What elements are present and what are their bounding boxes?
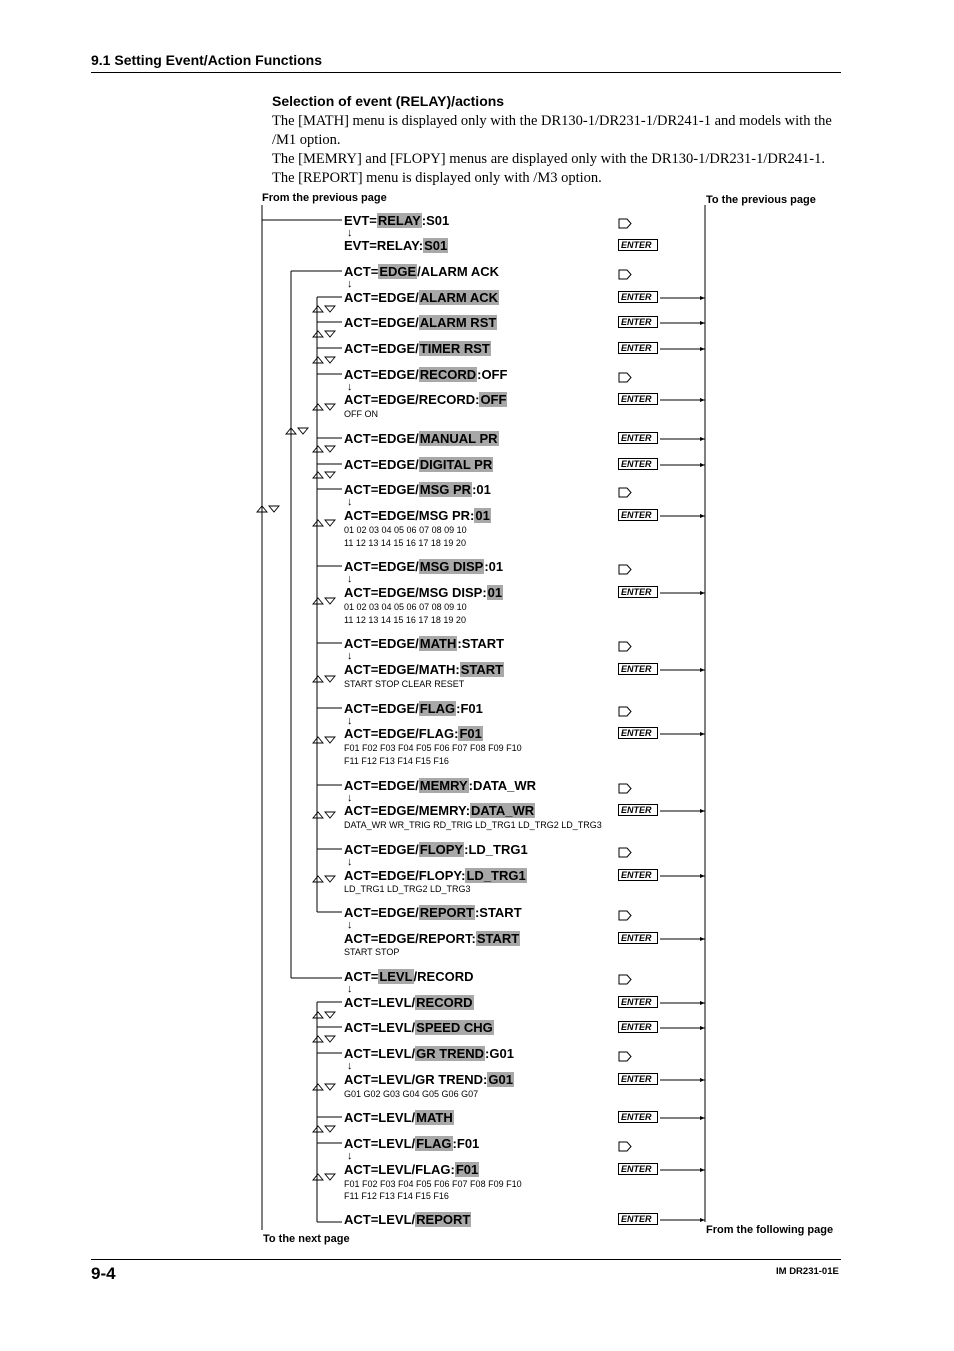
- arrow-head-icon: [700, 347, 705, 351]
- options-flopy: LD_TRG1 LD_TRG2 LD_TRG3: [344, 884, 471, 894]
- key-icon: [618, 781, 632, 799]
- intro-paragraph-1: The [MATH] menu is displayed only with the DR130-1/DR231-1/DR241-1 and models with the /M1 option.: [272, 113, 832, 148]
- enter-key-icon: ENTER: [618, 432, 658, 444]
- row-prefix: ACT=EDGE/: [344, 482, 419, 497]
- arrow-head-icon: [700, 398, 705, 402]
- options-math: START STOP CLEAR RESET: [344, 679, 465, 689]
- arrow-head-icon: [700, 809, 705, 813]
- key-icon: [618, 562, 632, 580]
- row-selected-value: MATH: [419, 636, 457, 651]
- menu-row: [344, 341, 491, 357]
- row-prefix: ACT=EDGE/: [344, 701, 419, 716]
- row-selected-value: MANUAL PR: [419, 431, 498, 446]
- arrow-head-icon: [700, 514, 705, 518]
- row-selected-value: TIMER RST: [419, 341, 490, 356]
- down-arrow-icon: ↓: [347, 573, 353, 585]
- row-prefix: ACT=EDGE/REPORT:: [344, 931, 476, 946]
- up-down-keys-icon: [313, 357, 335, 363]
- row-suffix: :DATA_WR: [468, 778, 537, 793]
- row-prefix: EVT=RELAY:: [344, 238, 424, 253]
- options-gr-trend: G01 G02 G03 G04 G05 G06 G07: [344, 1089, 479, 1099]
- options-report: START STOP: [344, 947, 400, 957]
- row-selected-value: MSG PR: [419, 482, 472, 497]
- to-next-page-label: To the next page: [263, 1233, 350, 1245]
- row-prefix: ACT=EDGE/MEMRY:: [344, 803, 471, 818]
- menu-row: [344, 636, 504, 652]
- menu-row: [344, 726, 483, 742]
- row-prefix: ACT=EDGE/: [344, 431, 419, 446]
- down-arrow-icon: ↓: [347, 792, 353, 804]
- enter-key-icon: ENTER: [618, 727, 658, 739]
- key-icon: [618, 845, 632, 863]
- section-title: Selection of event (RELAY)/actions: [272, 93, 505, 109]
- row-suffix: :01: [472, 482, 491, 497]
- up-down-keys-icon: [313, 812, 335, 818]
- row-selected-value: MEMRY: [419, 778, 468, 793]
- row-suffix: /ALARM ACK: [417, 264, 499, 279]
- row-selected-value: DATA_WR: [471, 803, 535, 818]
- row-prefix: ACT=: [344, 264, 379, 279]
- options-flag-1: F01 F02 F03 F04 F05 F06 F07 F08 F09 F10: [344, 743, 522, 753]
- up-down-keys-icon: [313, 1174, 335, 1180]
- up-down-keys-icon: [313, 1084, 335, 1090]
- arrow-head-icon: [700, 296, 705, 300]
- row-prefix: ACT=LEVL/: [344, 1046, 416, 1061]
- section-header: 9.1 Setting Event/Action Functions: [91, 52, 323, 68]
- row-prefix: ACT=EDGE/: [344, 636, 419, 651]
- row-selected-value: REPORT: [419, 905, 474, 920]
- row-selected-value: GR TREND: [416, 1046, 485, 1061]
- up-down-keys-icon: [313, 472, 335, 478]
- menu-row: [344, 457, 493, 473]
- options-msg-disp-1: 01 02 03 04 05 06 07 08 09 10: [344, 602, 467, 612]
- key-icon: [618, 908, 632, 926]
- row-prefix: ACT=: [344, 969, 379, 984]
- enter-key-icon: ENTER: [618, 1073, 658, 1085]
- row-prefix: ACT=EDGE/: [344, 341, 419, 356]
- row-selected-value: START: [476, 931, 520, 946]
- row-selected-value: REPORT: [416, 1212, 471, 1227]
- up-down-keys-icon: [313, 331, 335, 337]
- menu-row: [344, 238, 448, 254]
- row-selected-value: SPEED CHG: [416, 1020, 493, 1035]
- arrow-head-icon: [700, 732, 705, 736]
- up-down-keys-icon: [313, 1036, 335, 1042]
- menu-row: [344, 213, 449, 229]
- menu-row: [344, 701, 483, 717]
- down-arrow-icon: ↓: [347, 650, 353, 662]
- row-selected-value: ALARM ACK: [419, 290, 498, 305]
- enter-key-icon: ENTER: [618, 663, 658, 675]
- key-icon: [618, 972, 632, 990]
- down-arrow-icon: ↓: [347, 227, 353, 239]
- enter-key-icon: ENTER: [618, 291, 658, 303]
- arrow-head-icon: [700, 1026, 705, 1030]
- row-suffix: :START: [474, 905, 522, 920]
- menu-row: [344, 559, 503, 575]
- down-arrow-icon: ↓: [347, 381, 353, 393]
- row-prefix: ACT=EDGE/FLOPY:: [344, 868, 466, 883]
- up-down-keys-icon: [257, 506, 279, 512]
- arrow-head-icon: [700, 1218, 705, 1222]
- row-suffix: :LD_TRG1: [464, 842, 528, 857]
- menu-row: [344, 1020, 494, 1036]
- menu-row: [344, 868, 527, 884]
- row-suffix: /RECORD: [413, 969, 474, 984]
- enter-key-icon: ENTER: [618, 1021, 658, 1033]
- menu-row: [344, 431, 499, 447]
- arrow-head-icon: [700, 437, 705, 441]
- row-prefix: ACT=LEVL/: [344, 1136, 416, 1151]
- down-arrow-icon: ↓: [347, 983, 353, 995]
- row-selected-value: FLOPY: [419, 842, 464, 857]
- menu-row: [344, 482, 491, 498]
- down-arrow-icon: ↓: [347, 856, 353, 868]
- arrow-head-icon: [700, 874, 705, 878]
- row-prefix: ACT=EDGE/RECORD:: [344, 392, 480, 407]
- menu-row: [344, 1162, 479, 1178]
- row-prefix: ACT=LEVL/: [344, 1212, 416, 1227]
- row-selected-value: OFF: [480, 392, 507, 407]
- menu-row: [344, 585, 503, 601]
- intro-paragraph-2: The [MEMRY] and [FLOPY] menus are displayed only with the DR130-1/DR231-1/DR241-1.: [272, 151, 825, 167]
- row-suffix: :S01: [421, 213, 450, 228]
- up-down-keys-icon: [313, 876, 335, 882]
- row-prefix: ACT=EDGE/: [344, 315, 419, 330]
- enter-key-icon: ENTER: [618, 804, 658, 816]
- menu-row: [344, 842, 528, 858]
- row-selected-value: FLAG: [419, 701, 456, 716]
- row-selected-value: LD_TRG1: [466, 868, 526, 883]
- footer-rule: [91, 1259, 841, 1260]
- row-prefix: ACT=EDGE/MSG PR:: [344, 508, 475, 523]
- row-selected-value: G01: [488, 1072, 513, 1087]
- row-selected-value: EDGE: [379, 264, 417, 279]
- menu-row: [344, 508, 491, 524]
- row-prefix: ACT=EDGE/: [344, 290, 419, 305]
- from-previous-page-label: From the previous page: [262, 192, 387, 204]
- menu-row: [344, 778, 536, 794]
- row-selected-value: FLAG: [416, 1136, 452, 1151]
- row-suffix: :OFF: [477, 367, 508, 382]
- document-id: IM DR231-01E: [776, 1266, 839, 1277]
- menu-row: [344, 931, 520, 947]
- row-suffix: :F01: [456, 701, 483, 716]
- menu-row: [344, 969, 474, 985]
- row-prefix: ACT=EDGE/FLAG:: [344, 726, 459, 741]
- enter-key-icon: ENTER: [618, 586, 658, 598]
- menu-row: [344, 315, 497, 331]
- from-following-page-label: From the following page: [706, 1224, 834, 1236]
- row-prefix: ACT=EDGE/: [344, 778, 419, 793]
- options-memry: DATA_WR WR_TRIG RD_TRIG LD_TRG1 LD_TRG2 LD_TRG3: [344, 820, 602, 830]
- down-arrow-icon: ↓: [347, 715, 353, 727]
- enter-key-icon: ENTER: [618, 1213, 658, 1225]
- menu-row: [344, 662, 504, 678]
- up-down-keys-icon: [313, 1012, 335, 1018]
- key-icon: [618, 704, 632, 722]
- menu-row: [344, 1110, 454, 1126]
- up-down-keys-icon: [313, 306, 335, 312]
- to-previous-page-label: To the previous page: [706, 194, 816, 206]
- menu-row: [344, 367, 507, 383]
- arrow-head-icon: [700, 1001, 705, 1005]
- enter-key-icon: ENTER: [618, 458, 658, 470]
- options-msg-pr-2: 11 12 13 14 15 16 17 18 19 20: [344, 538, 466, 548]
- row-prefix: ACT=LEVL/: [344, 995, 416, 1010]
- key-icon: [618, 639, 632, 657]
- key-icon: [618, 485, 632, 503]
- row-selected-value: ALARM RST: [419, 315, 497, 330]
- row-selected-value: START: [460, 662, 504, 677]
- enter-key-icon: ENTER: [618, 509, 658, 521]
- page-number: 9-4: [91, 1264, 116, 1283]
- arrow-head-icon: [700, 1116, 705, 1120]
- enter-key-icon: ENTER: [618, 932, 658, 944]
- enter-key-icon: ENTER: [618, 869, 658, 881]
- options-record: OFF ON: [344, 409, 378, 419]
- enter-key-icon: ENTER: [618, 342, 658, 354]
- enter-key-icon: ENTER: [618, 393, 658, 405]
- row-selected-value: MSG DISP: [419, 559, 484, 574]
- row-selected-value: F01: [455, 1162, 479, 1177]
- options-msg-pr-1: 01 02 03 04 05 06 07 08 09 10: [344, 525, 467, 535]
- row-selected-value: 01: [487, 585, 503, 600]
- down-arrow-icon: ↓: [347, 278, 353, 290]
- intro-paragraph-3: The [REPORT] menu is displayed only with /M3 option.: [272, 170, 602, 186]
- menu-row: [344, 1046, 514, 1062]
- row-prefix: ACT=LEVL/GR TREND:: [344, 1072, 488, 1087]
- row-selected-value: S01: [424, 238, 448, 253]
- row-prefix: EVT=: [344, 213, 377, 228]
- down-arrow-icon: ↓: [347, 496, 353, 508]
- menu-row: [344, 290, 499, 306]
- enter-key-icon: ENTER: [618, 996, 658, 1008]
- arrow-head-icon: [700, 1168, 705, 1172]
- menu-row: [344, 803, 535, 819]
- arrow-head-icon: [700, 1078, 705, 1082]
- row-suffix: :F01: [452, 1136, 480, 1151]
- options-msg-disp-2: 11 12 13 14 15 16 17 18 19 20: [344, 615, 466, 625]
- row-prefix: ACT=EDGE/: [344, 457, 419, 472]
- menu-row: [344, 905, 522, 921]
- row-prefix: ACT=LEVL/: [344, 1110, 416, 1125]
- row-selected-value: LEVL: [379, 969, 413, 984]
- row-prefix: ACT=EDGE/: [344, 367, 419, 382]
- key-icon: [618, 1049, 632, 1067]
- row-suffix: :START: [457, 636, 505, 651]
- menu-row: [344, 392, 507, 408]
- row-prefix: ACT=EDGE/: [344, 905, 419, 920]
- row-selected-value: RECORD: [416, 995, 473, 1010]
- row-prefix: ACT=LEVL/: [344, 1020, 416, 1035]
- up-down-keys-icon: [313, 737, 335, 743]
- options-levl-flag-1: F01 F02 F03 F04 F05 F06 F07 F08 F09 F10: [344, 1179, 522, 1189]
- options-flag-2: F11 F12 F13 F14 F15 F16: [344, 756, 449, 766]
- key-icon: [618, 216, 632, 234]
- row-suffix: :01: [484, 559, 504, 574]
- row-prefix: ACT=EDGE/MATH:: [344, 662, 460, 677]
- row-selected-value: 01: [475, 508, 490, 523]
- row-selected-value: MATH: [416, 1110, 453, 1125]
- menu-row: [344, 264, 499, 280]
- row-suffix: :G01: [485, 1046, 514, 1061]
- up-down-keys-icon: [313, 446, 335, 452]
- up-down-keys-icon: [313, 676, 335, 682]
- down-arrow-icon: ↓: [347, 919, 353, 931]
- up-down-keys-icon: [313, 1126, 335, 1132]
- row-selected-value: F01: [459, 726, 482, 741]
- enter-key-icon: ENTER: [618, 1163, 658, 1175]
- row-selected-value: RELAY: [377, 213, 421, 228]
- options-levl-flag-2: F11 F12 F13 F14 F15 F16: [344, 1191, 449, 1201]
- row-prefix: ACT=EDGE/: [344, 842, 419, 857]
- enter-key-icon: ENTER: [618, 316, 658, 328]
- down-arrow-icon: ↓: [347, 1150, 353, 1162]
- down-arrow-icon: ↓: [347, 1060, 353, 1072]
- menu-row: [344, 995, 474, 1011]
- key-icon: [618, 267, 632, 285]
- menu-row: [344, 1072, 514, 1088]
- arrow-head-icon: [700, 937, 705, 941]
- enter-key-icon: ENTER: [618, 239, 658, 251]
- arrow-head-icon: [700, 668, 705, 672]
- arrow-head-icon: [700, 591, 705, 595]
- key-icon: [618, 370, 632, 388]
- row-prefix: ACT=EDGE/MSG DISP:: [344, 585, 487, 600]
- up-down-keys-icon: [286, 428, 308, 434]
- row-prefix: ACT=EDGE/: [344, 559, 419, 574]
- arrow-head-icon: [700, 463, 705, 467]
- arrow-head-icon: [700, 321, 705, 325]
- row-prefix: ACT=LEVL/FLAG:: [344, 1162, 455, 1177]
- row-selected-value: DIGITAL PR: [419, 457, 493, 472]
- menu-row: [344, 1212, 471, 1228]
- up-down-keys-icon: [313, 598, 335, 604]
- row-selected-value: RECORD: [419, 367, 477, 382]
- key-icon: [618, 1139, 632, 1157]
- up-down-keys-icon: [313, 520, 335, 526]
- enter-key-icon: ENTER: [618, 1111, 658, 1123]
- up-down-keys-icon: [313, 404, 335, 410]
- menu-row: [344, 1136, 479, 1152]
